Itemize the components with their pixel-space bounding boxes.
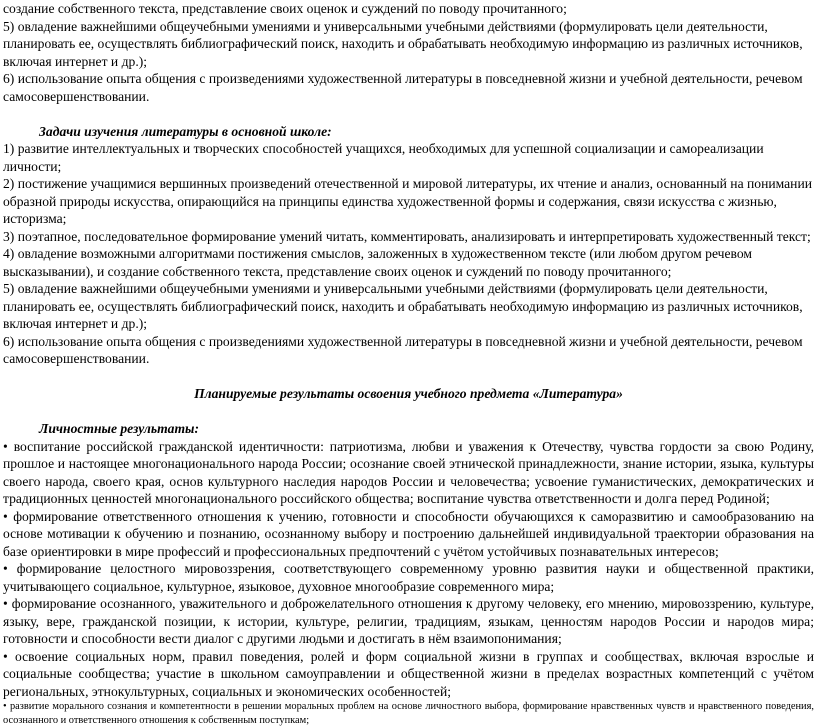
intro-line: 5) овладение важнейшими общеучебными умениями и универсальными учебными действиями (формулировать цели деятельности, планировать ее, осуществлять библиографический поиск, находить и обрабатывать необходимую информацию из различных источников, включая интернет и др.); (3, 18, 803, 69)
personal-result-item: • формирование целостного мировоззрения, соответствующего современному уровню развития науки и общественной практики, учитывающего социальное, культурное, языковое, духовное многообразие современного мира; (3, 561, 814, 594)
blank-line (0, 105, 816, 123)
personal-results-heading: Личностные результаты: (39, 421, 200, 436)
blank-line (0, 368, 816, 386)
results-title: Планируемые результаты освоения учебного предмета «Литература» (194, 386, 623, 401)
intro-line: 6) использование опыта общения с произведениями художественной литературы в повседневной жизни и учебной деятельности, речевом самосовершенствовании. (3, 71, 803, 104)
task-item: 4) овладение возможными алгоритмами постижения смыслов, заложенных в художественном тексте (или любом другом речевом высказывании), и создание собственного текста, представление своих оценок и суждений по поводу прочитанного; (3, 246, 753, 279)
personal-result-item: • освоение социальных норм, правил поведения, ролей и форм социальной жизни в группах и сообществах, включая взрослые и социальные сообщества; участие в школьном самоуправлении и общественной жизни в пределах возрастных компетенций с учётом региональных, этнокультурных, социальных и экономических особенностей; (3, 648, 814, 699)
tasks-heading: Задачи изучения литературы в основной школе: (39, 123, 332, 139)
personal-results-section (0, 420, 816, 728)
blank-line (0, 403, 816, 421)
task-item: 3) поэтапное, последовательное формирование умений читать, комментировать, анализировать и интерпретировать художественный текст; (3, 228, 811, 244)
personal-result-item: • формирование осознанного, уважительного и доброжелательного отношения к другому человеку, его мнению, мировоззрению, культуре, языку, вере, гражданской позиции, к истории, культуре, религии, традициям, языкам, ценностям народов России и народов мира; готовности и способности вести диалог с другими людьми и достигать в нём взаимопонимания; (3, 596, 814, 646)
task-item: 1) развитие интеллектуальных и творческих способностей учащихся, необходимых для успешной социализации и самореализации личности; (3, 141, 764, 174)
tasks-section (0, 123, 816, 368)
personal-result-item: • формирование ответственного отношения к учению, готовности и способности обучающихся к саморазвитию и самообразованию на основе мотивации к обучению и познанию, осознанному выбору и построению дальнейшей индивидуальной траектории образования на базе ориентировки в мире профессий и профессиональных предпочтений с учётом устойчивых познавательных интересов; (3, 508, 814, 559)
results-section (0, 385, 816, 403)
task-item: 6) использование опыта общения с произведениями художественной литературы в повседневной жизни и учебной деятельности, речевом самосовершенствовании. (3, 333, 803, 366)
task-item: 5) овладение важнейшими общеучебными умениями и универсальными учебными действиями (формулировать цели деятельности, планировать ее, осуществлять библиографический поиск, находить и обрабатывать необходимую информацию из различных источников, включая интернет и др.); (3, 281, 803, 331)
personal-result-item: • воспитание российской гражданской идентичности: патриотизма, любви и уважения к Отечеству, чувства гордости за свою Родину, прошлое и настоящее многонационального народа России; осознание своей этнической принадлежности, знание истории, языка, культуры своего народа, своего края, основ культурного наследия народов России и человечества; усвоение гуманистических, демократических и традиционных ценностей многонационального российского общества; воспитание чувства ответственности и долга перед Родиной; (3, 438, 814, 506)
intro-section (0, 0, 816, 105)
task-item: 2) постижение учащимися вершинных произведений отечественной и мировой литературы, их чтение и анализ, основанный на понимании образной природы искусства, опирающийся на принципы единства художественной формы и содержания, связи искусства с жизнью, историзма; (3, 176, 813, 226)
personal-result-item: • развитие морального сознания и компетентности в решении моральных проблем на основе личностного выбора, формирование нравственных чувств и нравственного поведения, осознанного и ответственного отношения к собственным поступкам; (3, 701, 814, 726)
intro-line: создание собственного текста, представление своих оценок и суждений по поводу прочитанного; (3, 1, 567, 16)
